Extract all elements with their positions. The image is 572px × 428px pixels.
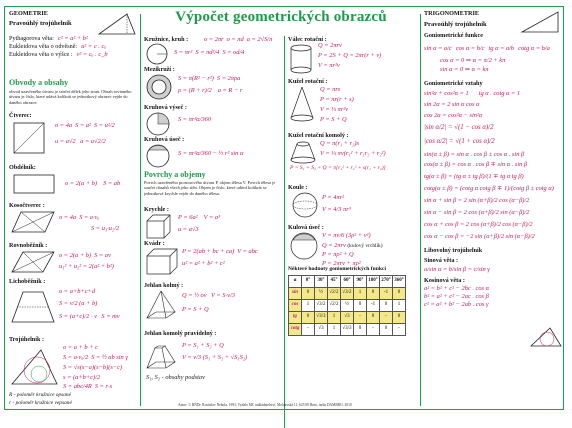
rectangle-label: Obdélník: [9,164,36,171]
frustum-pyramid-f2: V = v/3 (S₁ + S₂ + √S₁S₂) [182,354,248,361]
spherical-cap-f5: P = 2πrv + πρ² [322,260,361,267]
table-header-cell: 90° [354,275,367,287]
parallelogram-label: Rovnoběžník : [9,242,48,249]
table-header-cell: 30° [315,275,328,287]
sphere-label: Koule : [288,184,308,191]
trig-v14: cos α − cos β = −2 sin (α+β)/2 sin (α−β)/2 [424,233,535,241]
divider-2 [284,36,285,428]
table-row [289,323,406,335]
table-cell: 1 [393,299,406,311]
table-cell: 1 [302,299,315,311]
triangle-f3: S = ½ ab sin γ [91,354,128,361]
triangle-f4: S = √s(s−a)(s−b)(s−c) [63,364,123,371]
cuboid-f2: V = abc [237,248,258,255]
trig-g5: cos α = 0 ⇒ α = π/2 + kπ [440,56,506,64]
cone-f1: Q = πrs [320,86,341,93]
cosine-law-label: Kosinová věta : [424,276,465,284]
triangle-f1: o = a + b + c [63,344,98,351]
table-cell: -1 [367,299,380,311]
frustum-pyramid-note: S₁, S₂ - obsahy podstav [146,374,205,381]
circle-f2: o = πd [226,36,244,43]
circle-label: Kružnice, kruh : [144,36,189,43]
pyramid-diagram [146,290,176,322]
table-cell: 1 [328,311,341,323]
trig-triangle-diagram [520,10,560,34]
sector-f1: S = πr²α/360 [178,116,212,123]
table-cell: 1 [354,287,367,299]
table-header-cell: 0° [302,275,315,287]
circumradius-note: R - poloměr kružnice opsané [9,392,71,398]
table-cell: cotg [289,323,302,335]
perimeters-areas-heading: Obvody a obsahy [9,78,69,87]
column-trigonometry [424,10,564,309]
pyramid-f3: P = S + Q [182,306,209,313]
rhombus-f2: S = a·vₐ [79,214,100,221]
trig-identities-subheading: Goniometrické vztahy [424,79,483,87]
parallelogram-diagram [11,251,55,273]
rhombus-diagram [11,211,55,233]
trig-v5: |sin α/2| = √(1 − cos α)/2 [424,124,494,132]
spherical-cap-f2: Q = 2πrv [322,242,346,249]
trig-v2: tg α . cotg α = 1 [478,90,521,98]
table-cell: 0 [367,311,380,323]
cylinder-label: Válec rotační : [288,36,327,43]
sine-law-formula: a/sin α = b/sin β = c/sin γ [424,265,490,273]
surfaces-volumes-note: Povrch uzavřeného prostorového útvaru P, objem tělesa V. Povrch tělesa je součet obsahů všech jeho stěn. Objem je číslo, které udává kolikrát se jednotková krychle vejde do daného tělesa. [144,180,276,196]
trig-v10: cotg(α ± β) = (cotg α cotg β ∓ 1)/(cotg β ± cotg α) [424,185,554,193]
trig-g1: sin α = a/c [424,44,452,52]
table-header-cell: 180° [367,275,380,287]
trig-v7: sin(α ± β) = sin α . cos β ± cos α . sin β [424,151,525,159]
triangle-f5: s = (a+b+c)/2 [63,374,101,381]
cone-diagram [290,86,314,122]
cone-label: Kužel rotační : [288,78,328,85]
frustum-cone-label: Kužel rotační komolý : [288,132,349,139]
surfaces-volumes-heading: Povrchy a objemy [144,170,206,179]
sphere-f2: V = 4/3 πr³ [322,206,351,213]
geometry-heading: GEOMETRIE [9,10,48,17]
cosine-law-a: a² = b² + c² − 2bc . cos α [424,284,489,292]
table-row [289,311,406,323]
spherical-cap-label: Kulová úseč : [288,224,324,231]
table-cell: tg [289,311,302,323]
trapezoid-f1: o = a+b+c+d [59,288,96,295]
parallelogram-f3: u₁² + u₂² = 2(a² + b²) [59,263,114,270]
divider-1 [140,14,141,406]
trapezoid-f3: S = (a+c)/2 · v [59,313,97,320]
spherical-cap-note: (kulový vrchlík) [347,243,383,249]
cylinder-diagram [290,44,312,74]
perimeters-areas-note: obvod uzavřeného útvaru je součet délek jeho stran. Obsah rovinného útvaru je číslo, které udává kolikrát se jednotkový obrazec vejde do daného obrazce. [9,89,132,105]
trig-v8: cos(α ± β) = cos α . cos β ∓ sin α . sin β [424,161,528,169]
square-f2: S = a² [75,122,91,129]
trapezoid-f4: S = mv [101,313,120,320]
annulus-f2: S = 2πρa [216,75,241,82]
footer-credit: Autor: © RNDr. Rostislav Nebola, 1993, Vydalo MC nakladatelství, Moldavská 11, 625 00 Brno, tarba DAMBRO, 2010 [178,403,352,407]
table-cell: 0 [302,287,315,299]
cosine-law-b: b² = a² + c² − 2ac . cos β [424,292,489,300]
frustum-cone-f2: V = ⅓ πv(r₁² + r₁r₂ + r₂²) [320,150,386,157]
table-cell: - [380,311,393,323]
trig-v12: sin α − sin β = 2 cos (α+β)/2 sin (α−β)/2 [424,209,530,217]
trig-v11: sin α + sin β = 2 sin (α+β)/2 cos (α−β)/2 [424,197,530,205]
cylinder-f3: V = πr²v [318,62,340,69]
pythagoras-label: Pythagorova věta: [9,35,54,43]
table-cell: √3/3 [341,323,354,335]
table-row [289,299,406,311]
circle-f6: S = od/4 [222,49,245,56]
circle-diagram [146,43,168,65]
divider-3 [420,14,421,406]
page-title: Výpočet geometrických obrazců [175,9,387,25]
cylinder-f2: P = 2S + Q = 2πr(r + v) [318,52,382,59]
cube-label: Krychle : [144,206,169,213]
spherical-cap-f1: V = πv/6 (3ρ² + v²) [322,232,371,239]
square-f5: a = u√2/2 [80,138,106,145]
annulus-f4: a = R − r [217,87,243,94]
table-cell: √3 [315,323,328,335]
table-cell: 0 [354,299,367,311]
euclid-leg-label: Eukleidova věta o odvěsně: [9,43,78,51]
general-triangle-subheading: Libovolný trojúhelník [424,247,483,255]
square-f1: o = 4a [55,122,73,129]
table-cell: 0 [380,299,393,311]
trig-g4: cotg α = b/a [518,44,550,52]
table-cell: -1 [380,287,393,299]
euclid-height-label: Eukleidova věta o výšce : [9,51,73,59]
frustum-pyramid-label: Jehlan komolý pravidelný : [144,330,217,337]
cuboid-diagram [146,248,178,276]
table-cell: √2/2 [328,287,341,299]
table-header-cell: 360° [393,275,406,287]
table-cell: √3/2 [341,287,354,299]
annulus-f1: S = π(R² − r²) [178,75,214,82]
sector-diagram [146,112,170,136]
general-triangle-diagram [530,326,562,348]
right-triangle-diagram [97,10,137,36]
cone-f4: P = S + Q [320,116,347,123]
table-cell: √3/3 [315,311,328,323]
euclid-height-formula: v² = cₐ . c_b [76,50,108,58]
trigonometry-heading: TRIGONOMETRIE [424,10,480,17]
trig-v4: cos 2α = cos²α − sin²α [424,112,483,120]
table-cell: - [367,323,380,335]
table-cell: - [302,323,315,335]
triangle-diagram [11,346,59,386]
annulus-diagram [146,74,172,100]
cuboid-f3: u² = a² + b² + c² [182,260,225,267]
annulus-f3: ρ = (R + r)/2 [178,87,212,94]
rhombus-f1: o = 4a [59,214,77,221]
rectangle-f2: S = ab [103,180,121,187]
segment-label: Kruhová úseč : [144,136,185,143]
segment-f1: S = πr²α/360 − ½ r² sin α [178,150,244,157]
table-cell: √3 [341,311,354,323]
table-cell: 0 [302,311,315,323]
parallelogram-f2: S = av [94,252,111,259]
table-row [289,287,406,299]
table-cell: √2/2 [328,299,341,311]
trig-v6: |cos α/2| = √(1 + cos α)/2 [424,137,495,145]
goniometric-values-table [288,275,406,336]
parallelogram-f1: o = 2(a + b) [59,252,92,259]
segment-diagram [146,144,170,168]
cube-f3: u = a√3 [178,226,199,233]
cosine-law-c: c² = a² + b² − 2ab . cos γ [424,300,489,308]
triangle-f2: S = a·vₐ/2 [63,354,89,361]
table-cell: √3/2 [315,299,328,311]
square-f3: S = u²/2 [93,122,115,129]
trig-v1: sin²α + cos²α = 1 [424,90,469,98]
sphere-f1: P = 4πr² [322,194,345,201]
trapezoid-label: Lichoběžník : [9,278,46,285]
square-f4: u = a√2 [55,138,76,145]
right-triangle-subheading: Pravoúhlý trojúhelník [9,19,72,27]
table-cell: sin [289,287,302,299]
annulus-label: Mezikruží : [144,66,175,73]
table-header-cell: 60° [341,275,354,287]
pyramid-f2: V = S·v/3 [211,292,235,299]
frustum-cone-f1: Q = π(r₁ + r₂)s [320,140,359,147]
sector-label: Kruhová výseč : [144,104,187,111]
square-label: Čtverec: [9,112,32,119]
spherical-cap-diagram [290,232,318,260]
pyramid-f1: Q = ½ ov [182,292,207,299]
table-cell: 1 [328,323,341,335]
cube-diagram [146,214,172,240]
table-cell: 0 [380,323,393,335]
triangle-f7: S = r·s [94,383,113,390]
trig-v9: tg(α ± β) = (tg α ± tg β)/(1 ∓ tg α tg β) [424,173,524,181]
table-cell: ½ [341,299,354,311]
table-cell: 0 [367,287,380,299]
frustum-pyramid-f1: P = S₁ + S₂ + Q [182,342,224,349]
rectangle-f1: o = 2(a + b) [65,180,98,187]
table-header-cell: 45° [328,275,341,287]
table-cell: - [393,323,406,335]
circle-f3: a = 2√S/π [246,36,273,43]
rectangle-diagram [13,174,55,194]
trig-functions-subheading: Goniometrické funkce [424,31,483,39]
spherical-cap-f4: P = πρ² + Q [322,251,354,258]
circle-f4: S = πr² [174,49,193,56]
sphere-diagram [292,192,318,218]
cuboid-label: Kvádr : [144,240,165,247]
table-cell: cos [289,299,302,311]
trig-v13: cos α + cos β = 2 cos (α+β)/2 cos (α−β)/2 [424,221,533,229]
table-cell: - [354,311,367,323]
cylinder-f1: Q = 2πrv [318,42,342,49]
trapezoid-diagram [11,290,55,324]
pyramid-label: Jehlan kolmý : [144,282,184,289]
trig-v3: sin 2α = 2 sin α cos α [424,101,480,109]
table-header-row [289,275,406,287]
rhombus-label: Kosočtverec : [9,202,45,209]
cone-f2: P = πr(r + s) [320,96,354,103]
cuboid-f1: P = 2(ab + bc + ca) [182,248,235,255]
cube-f2: V = a³ [203,214,221,221]
inradius-note: r - poloměr kružnice vepsané [9,400,72,406]
table-cell: 0 [393,311,406,323]
circle-f5: S = πd²/4 [195,49,220,56]
trig-right-triangle-subheading: Pravoúhlý trojúhelník [424,20,487,28]
sine-law-label: Sinová věta : [424,257,459,265]
frustum-cone-diagram [290,140,316,164]
trig-g6: sin α = 0 ⇒ α = kπ [440,65,489,73]
pythagoras-formula: c² = a² + b² [57,34,88,42]
square-diagram [13,122,45,154]
frustum-pyramid-diagram [146,340,176,372]
table-heading: Některé hodnoty goniometrických funkcí [288,266,387,272]
triangle-label: Trojúhelník : [9,336,45,343]
triangle-f6: S = abc/4R [63,383,92,390]
table-header-cell: α [289,275,302,287]
trig-g2: cos α = b/c [455,44,485,52]
table-cell: 0 [393,287,406,299]
table-cell: 0 [354,323,367,335]
frustum-cone-f3: P = S₁ + S₂ + Q = π[r₁² + r₂² + s(r₁ + r₂)] [290,165,386,171]
euclid-leg-formula: a² = c . cₐ [81,42,107,50]
table-header-cell: 270° [380,275,393,287]
table-cell: ½ [315,287,328,299]
cone-f3: V = ⅓ πr²v [320,106,349,113]
trig-g3: tg α = a/b [488,44,515,52]
cube-f1: P = 6a² [178,214,198,221]
circle-f1: o = 2πr [204,36,224,43]
trapezoid-f2: S = v/2 (a + b) [59,300,98,307]
rhombus-f3: S = u₁·u₂/2 [91,225,120,232]
